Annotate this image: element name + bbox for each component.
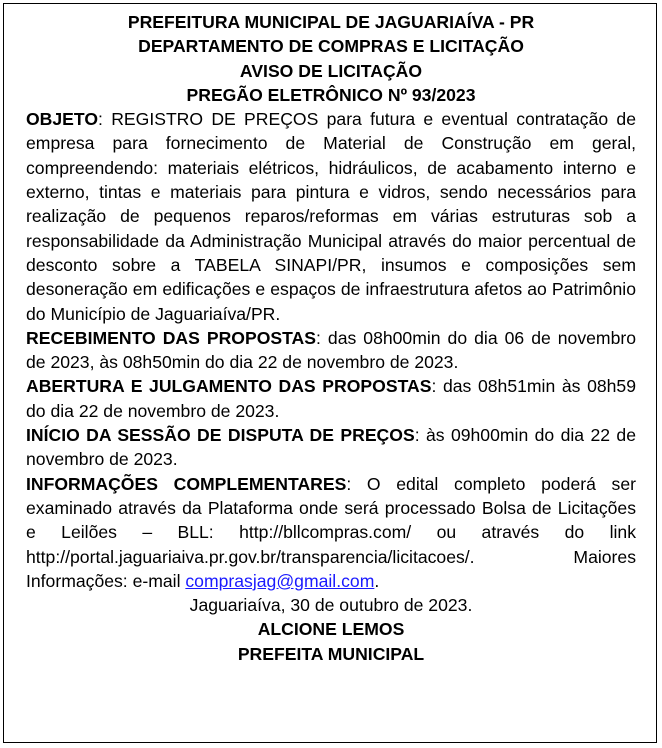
objeto-text: : REGISTRO DE PREÇOS para futura e eventual contratação de empresa para fornecimento de Material de Construção em geral, compreendendo: materiais elétricos, hidráulicos, de acabamento interno e externo, tintas e materiais para pintura e vidros, sendo necessários para realização de pequenos reparos/reformas em várias estruturas sob a responsabilidade da Administração Municipal através do maior percentual de desconto sobre a TABELA SINAPI/PR, insumos e composições sem desoneração em edificações e espaços de infraestrutura afetos ao Patrimônio do Município de Jaguariaíva/PR. (26, 109, 636, 324)
header-line-3: AVISO DE LICITAÇÃO (239, 60, 423, 81)
recebimento-label: RECEBIMENTO DAS PROPOSTAS (26, 327, 317, 348)
header-line-2: DEPARTAMENTO DE COMPRAS E LICITAÇÃO (138, 36, 524, 57)
informacoes-label: INFORMAÇÕES COMPLEMENTARES (26, 473, 347, 494)
abertura-label: ABERTURA E JULGAMENTO DAS PROPOSTAS (26, 376, 432, 397)
recebimento-text: : das 08h00min do dia 06 de novembro de 2023, às 08h50min do dia 22 de novembro de 2023. (26, 327, 636, 373)
signatory-name: ALCIONE LEMOS (257, 619, 405, 640)
header-line-1: PREFEITURA MUNICIPAL DE JAGUARIAÍVA - PR (127, 12, 535, 32)
email-link[interactable]: comprasjag@gmail.com (185, 570, 375, 591)
signatory-role: PREFEITA MUNICIPAL (237, 643, 425, 664)
inicio-label: INÍCIO DA SESSÃO DE DISPUTA DE PREÇOS (26, 425, 415, 446)
recebimento-paragraph (26, 326, 636, 375)
informacoes-end: . (374, 570, 380, 591)
licitacao-notice (3, 3, 657, 743)
objeto-paragraph (26, 107, 636, 326)
date-line: Jaguariaíva, 30 de outubro de 2023. (189, 595, 473, 616)
abertura-text: : das 08h51min às 08h59 do dia 22 de novembro de 2023. (26, 376, 636, 421)
objeto-label: OBJETO (26, 109, 99, 130)
abertura-paragraph (26, 374, 636, 423)
header-line-4: PREGÃO ELETRÔNICO Nº 93/2023 (186, 84, 476, 105)
informacoes-text: : O edital completo poderá ser examinado através da Plataforma onde será processado Bolsa de Licitações e Leilões – BLL: http://bllcompras.com/ ou através do link http://portal.jaguariaiva.pr.gov.br/transparencia/licitacoes/. Maiores Informações: e-mail (26, 473, 636, 591)
inicio-text: : às 09h00min do dia 22 de novembro de 2023. (26, 425, 637, 470)
informacoes-paragraph (26, 472, 636, 593)
inicio-paragraph (26, 423, 636, 472)
